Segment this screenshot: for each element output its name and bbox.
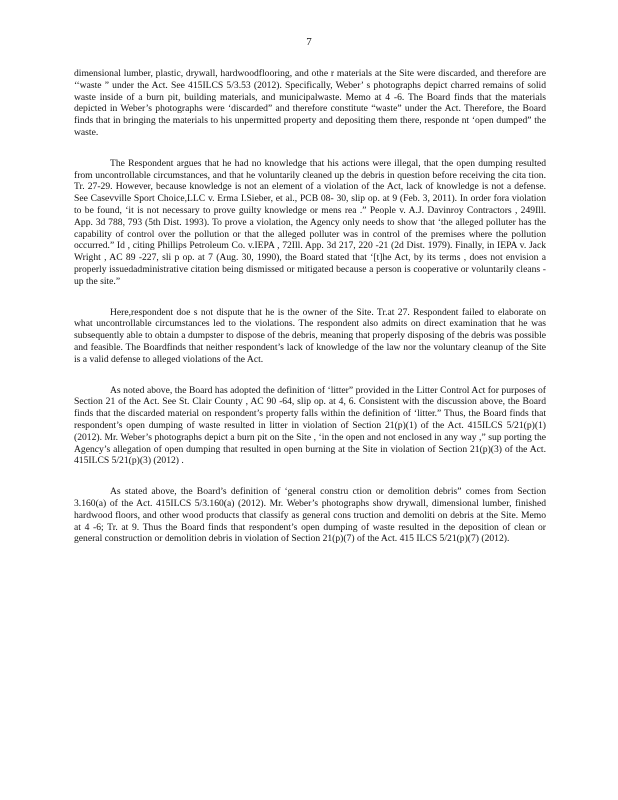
paragraph-waste-finding: dimensional lumber, plastic, drywall, hardwoodflooring, and othe r materials at the Site were discarded, and therefore are ‘‘waste ” under the Act. See 415ILCS 5/3.53 (2012). Specifically, Weber’ s photographs depict charred remains of solid waste inside of a burn pit, building materials, and municipalwaste. Memo at 4 -6. The Board finds that the materials depicted in Weber’s photographs were ‘discarded” and therefore constitute “waste” under the Act. Therefore, the Board finds that in bringing the materials to his unpermitted property and depositing them there, responde nt ‘open dumped” the waste.	[74, 68, 546, 138]
body-text	[74, 68, 546, 564]
paragraph-construction-debris: As stated above, the Board’s definition of ‘general constru ction or demolition debris” comes from Section 3.160(a) of the Act. 415ILCS 5/3.160(a) (2012). Mr. Weber’s photographs show drywall, dimensional lumber, finished hardwood floors, and other wood products that classify as general cons truction and demoliti on debris at the Site. Memo at 4 -6; Tr. at 9. Thus the Board finds that respondent’s open dumping of waste resulted in the deposition of clean or general construction or demolition debris in violation of Section 21(p)(7) of the Act. 415 ILCS 5/21(p)(7) (2012).	[74, 486, 546, 545]
paragraph-knowledge-defense: The Respondent argues that he had no knowledge that his actions were illegal, that the open dumping resulted from uncontrollable circumstances, and that he voluntarily cleaned up the debris in question before receiving the cita tion. Tr. 27-29. However, because knowledge is not an element of a violation of the Act, lack of knowledge is not a defense. See Casevville Sport Choice,LLC v. Erma I.Sieber, et al., PCB 08- 30, slip op. at 9 (Feb. 3, 2011). In order fora violation to be found, ‘it is not necessary to prove guilty knowledge or mens rea .” People v. A.J. Davinroy Contractors , 249Ill. App. 3d 788, 793 (5th Dist. 1993). To prove a violation, the Agency only needs to show that ‘the alleged polluter has the capability of control over the pollution or that the alleged polluter was in control of the premises where the pollution occurred.” Id , citing Phillips Petroleum Co. v.IEPA , 72Ill. App. 3d 217, 220 -21 (2d Dist. 1979). Finally, in IEPA v. Jack Wright , AC 89 -227, sli p op. at 7 (Aug. 30, 1990), the Board stated that ‘[t]he Act, by its terms , does not envision a properly issuedadministrative citation being dismissed or mitigated because a person is cooperative or voluntarily cleans -up the site.”	[74, 157, 546, 287]
page-number: 7	[306, 36, 312, 48]
paragraph-ownership: Here,respondent doe s not dispute that he is the owner of the Site. Tr.at 27. Respondent failed to elaborate on what uncontrollable circumstances led to the violations. The respondent also admits on direct examination that he was subsequently able to obtain a dumpster to dispose of the debris, meaning that properly disposing of the debris was possible and feasible. The Boardfinds that neither respondent’s lack of knowledge of the law nor the voluntary cleanup of the Site is a valid defense to alleged violations of the Act.	[74, 306, 546, 365]
paragraph-litter: As noted above, the Board has adopted the definition of ‘litter” provided in the Litter Control Act for purposes of Section 21 of the Act. See St. Clair County , AC 90 -64, slip op. at 4, 6. Consistent with the discussion above, the Board finds that the discarded material on respondent’s property falls within the definition of ‘litter.” Thus, the Board finds that respondent’s open dumping of waste resulted in litter in violation of Section 21(p)(1) of the Act. 415ILCS 5/21(p)(1) (2012). Mr. Weber’s photographs depict a burn pit on the Site , ‘in the open and not enclosed in any way ,” sup porting the Agency’s allegation of open dumping that resulted in open burning at the Site in violation of Section 21(p)(3) of the Act. 415ILCS 5/21(p)(3) (2012) .	[74, 384, 546, 467]
